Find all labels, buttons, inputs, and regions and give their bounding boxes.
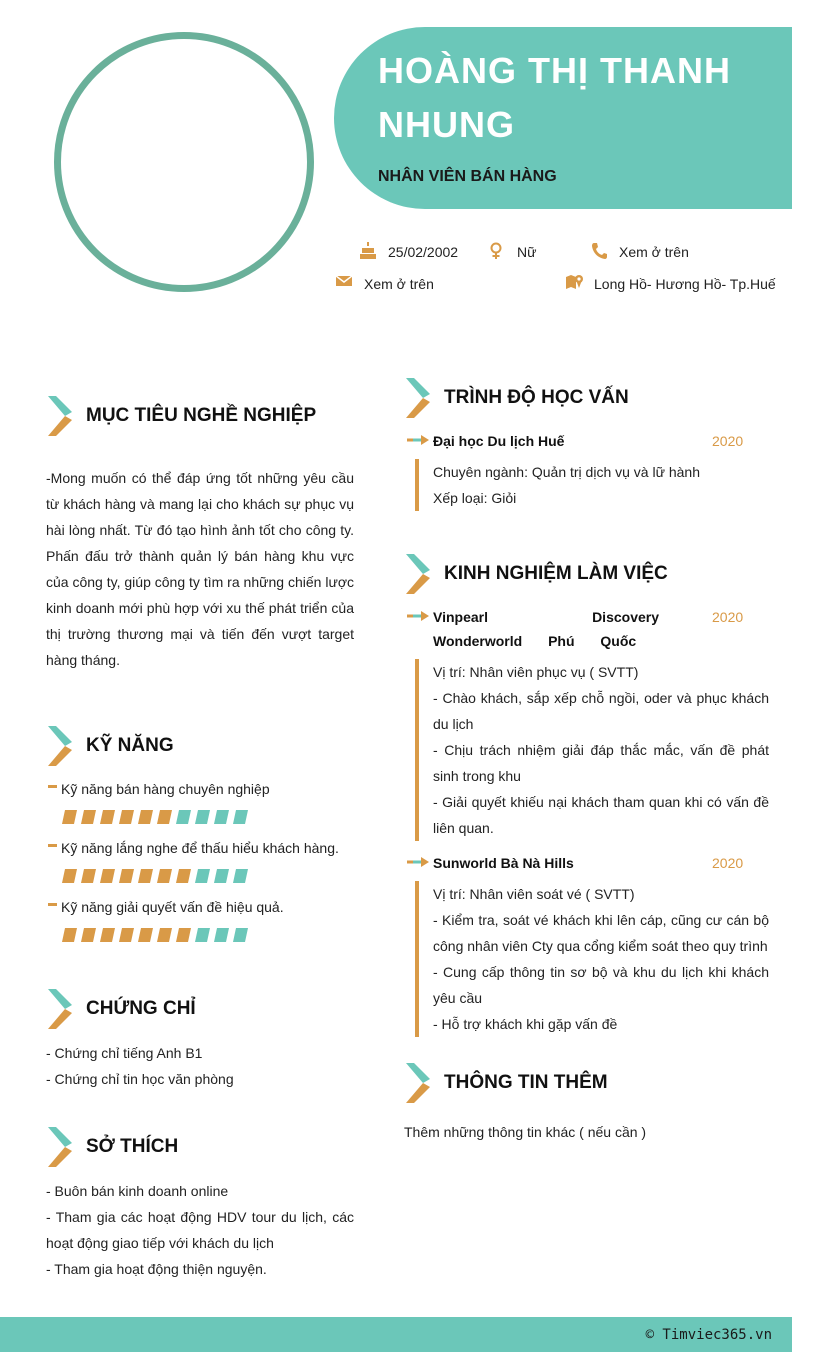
skill-bar-segment bbox=[119, 869, 134, 883]
skill-bar-segment bbox=[176, 928, 191, 942]
job-detail: - Kiểm tra, soát vé khách khi lên cáp, cũng cư cán bộ công nhân viên Cty qua cổng kiểm soát theo quy trình bbox=[433, 912, 769, 954]
skill-bar-segment bbox=[157, 810, 172, 824]
birthday-value: 25/02/2002 bbox=[388, 244, 459, 260]
skill-bar-segment bbox=[176, 869, 191, 883]
section-objective-heading bbox=[48, 394, 348, 438]
chevron-decor-icon bbox=[406, 376, 432, 420]
map-location-icon bbox=[566, 274, 584, 290]
section-extra-title: THÔNG TIN THÊM bbox=[444, 1072, 608, 1093]
mail-icon bbox=[336, 274, 352, 288]
footer-bar bbox=[0, 1317, 792, 1352]
skill-bar-segment bbox=[100, 869, 115, 883]
chevron-decor-icon bbox=[406, 552, 432, 596]
job-year: 2020 bbox=[712, 609, 744, 625]
gender-value: Nữ bbox=[517, 244, 537, 260]
section-skills-title: KỸ NĂNG bbox=[86, 735, 174, 756]
skill-item: Kỹ năng giải quyết vấn đề hiệu quả. bbox=[48, 899, 284, 915]
arrow-right-icon bbox=[407, 611, 429, 621]
skill-bar-segment bbox=[195, 928, 210, 942]
address-value: Long Hồ- Hương Hồ- Tp.Huế bbox=[594, 276, 776, 292]
skill-level-bar bbox=[62, 869, 252, 883]
skill-bar-segment bbox=[233, 810, 248, 824]
email-info bbox=[336, 274, 446, 294]
section-experience-title: KINH NGHIỆM LÀM VIỆC bbox=[444, 563, 668, 584]
education-year: 2020 bbox=[712, 433, 744, 449]
arrow-right-icon bbox=[407, 435, 429, 445]
phone-value: Xem ở trên bbox=[619, 244, 689, 260]
skill-bar-segment bbox=[157, 928, 172, 942]
chevron-decor-icon bbox=[48, 987, 74, 1031]
section-education-title: TRÌNH ĐỘ HỌC VẤN bbox=[444, 387, 629, 408]
section-extra-heading bbox=[406, 1061, 786, 1105]
skill-level-bar bbox=[62, 810, 252, 824]
skill-bar-segment bbox=[214, 869, 229, 883]
extra-info-text: Thêm những thông tin khác ( nếu cần ) bbox=[404, 1124, 647, 1140]
skill-bar-segment bbox=[81, 928, 96, 942]
certificate-item: - Chứng chỉ tiếng Anh B1 bbox=[46, 1045, 203, 1061]
job-detail: - Hỗ trợ khách khi gặp vấn đề bbox=[433, 1016, 618, 1032]
skill-bar-segment bbox=[62, 928, 77, 942]
hobby-item: - Buôn bán kinh doanh online bbox=[46, 1183, 229, 1199]
skill-bar-segment bbox=[233, 869, 248, 883]
skill-bar-segment bbox=[119, 928, 134, 942]
skill-bar-segment bbox=[62, 869, 77, 883]
job-detail: - Chào khách, sắp xếp chỗ ngồi, oder và phục khách du lịch bbox=[433, 690, 769, 732]
education-detail: Chuyên ngành: Quản trị dịch vụ và lữ hành bbox=[433, 464, 700, 480]
skill-bar-segment bbox=[138, 810, 153, 824]
chevron-decor-icon bbox=[406, 1061, 432, 1105]
skill-level-bar bbox=[62, 928, 252, 942]
gender-icon bbox=[489, 242, 503, 260]
job-detail: - Giải quyết khiếu nại khách tham quan khi có vấn đề liên quan. bbox=[433, 794, 769, 836]
birthday-info bbox=[360, 242, 480, 262]
skill-bar-segment bbox=[195, 810, 210, 824]
phone-icon bbox=[591, 242, 607, 260]
section-experience-heading bbox=[406, 552, 786, 596]
skill-bar-segment bbox=[81, 810, 96, 824]
section-certificates-title: CHỨNG CHỈ bbox=[86, 998, 196, 1019]
certificate-item: - Chứng chỉ tin học văn phòng bbox=[46, 1071, 234, 1087]
skill-bar-segment bbox=[214, 928, 229, 942]
cake-icon bbox=[360, 242, 376, 260]
footer-copyright: © Timviec365.vn bbox=[645, 1327, 772, 1343]
job-detail: Vị trí: Nhân viên soát vé ( SVTT) bbox=[433, 886, 635, 902]
hobby-item: - Tham gia các hoạt động HDV tour du lịch, các hoạt động giao tiếp với khách du lịch bbox=[46, 1209, 354, 1251]
section-hobbies-title: SỞ THÍCH bbox=[86, 1136, 179, 1157]
chevron-decor-icon bbox=[48, 1125, 74, 1169]
candidate-name: HOÀNG THỊ THANH NHUNG bbox=[378, 50, 731, 145]
gender-info bbox=[489, 242, 549, 262]
objective-text: -Mong muốn có thể đáp ứng tốt những yêu cầu từ khách hàng và mang lại cho khách sự phục vụ hài lòng nhất. Từ đó tạo hình ảnh tốt cho công ty. Phấn đấu trở thành quản lý bán hàng khu vực của công ty, giúp công ty tìm ra những chiến lược kinh doanh mới phù hợp với xu thế phát triển của thị trường thương mại và tiến đến vượt target hàng tháng. bbox=[46, 470, 354, 668]
skill-bar-segment bbox=[100, 928, 115, 942]
address-info bbox=[566, 274, 781, 294]
hobby-item: - Tham gia hoạt động thiện nguyện. bbox=[46, 1261, 267, 1277]
skill-bar-segment bbox=[233, 928, 248, 942]
skill-bar-segment bbox=[81, 869, 96, 883]
section-education-heading bbox=[406, 376, 786, 420]
job-timeline-line bbox=[415, 881, 419, 1037]
skill-bar-segment bbox=[195, 869, 210, 883]
job-detail: - Chịu trách nhiệm giải đáp thắc mắc, vấn đề phát sinh trong khu bbox=[433, 742, 769, 784]
email-value: Xem ở trên bbox=[364, 276, 434, 292]
company-name: Vinpearl Discovery Wonderworld Phú Quốc bbox=[433, 609, 659, 649]
job-year: 2020 bbox=[712, 855, 744, 871]
skill-item: Kỹ năng bán hàng chuyên nghiệp bbox=[48, 781, 270, 797]
skill-bar-segment bbox=[176, 810, 191, 824]
phone-info bbox=[591, 242, 701, 262]
skill-bar-segment bbox=[214, 810, 229, 824]
school-name: Đại học Du lịch Huế bbox=[433, 433, 565, 449]
avatar-placeholder bbox=[54, 32, 314, 292]
skill-bar-segment bbox=[138, 928, 153, 942]
section-objective-title: MỤC TIÊU NGHỀ NGHIỆP bbox=[86, 405, 317, 426]
section-skills-heading bbox=[48, 724, 348, 768]
skill-bar-segment bbox=[138, 869, 153, 883]
skill-bar-segment bbox=[119, 810, 134, 824]
skill-bar-segment bbox=[100, 810, 115, 824]
job-title: NHÂN VIÊN BÁN HÀNG bbox=[378, 168, 557, 185]
section-certificates-heading bbox=[48, 987, 348, 1031]
section-hobbies-heading bbox=[48, 1125, 348, 1169]
chevron-decor-icon bbox=[48, 394, 74, 438]
skill-item: Kỹ năng lắng nghe để thấu hiểu khách hàng. bbox=[48, 840, 339, 856]
job-detail: Vị trí: Nhân viên phục vụ ( SVTT) bbox=[433, 664, 639, 680]
job-timeline-line bbox=[415, 659, 419, 841]
chevron-decor-icon bbox=[48, 724, 74, 768]
arrow-right-icon bbox=[407, 857, 429, 867]
skill-bar-segment bbox=[157, 869, 172, 883]
job-detail: - Cung cấp thông tin sơ bộ và khu du lịch khi khách yêu cầu bbox=[433, 964, 769, 1006]
education-detail: Xếp loại: Giỏi bbox=[433, 490, 517, 506]
company-name: Sunworld Bà Nà Hills bbox=[433, 855, 574, 871]
skill-bar-segment bbox=[62, 810, 77, 824]
education-timeline-line bbox=[415, 459, 419, 511]
